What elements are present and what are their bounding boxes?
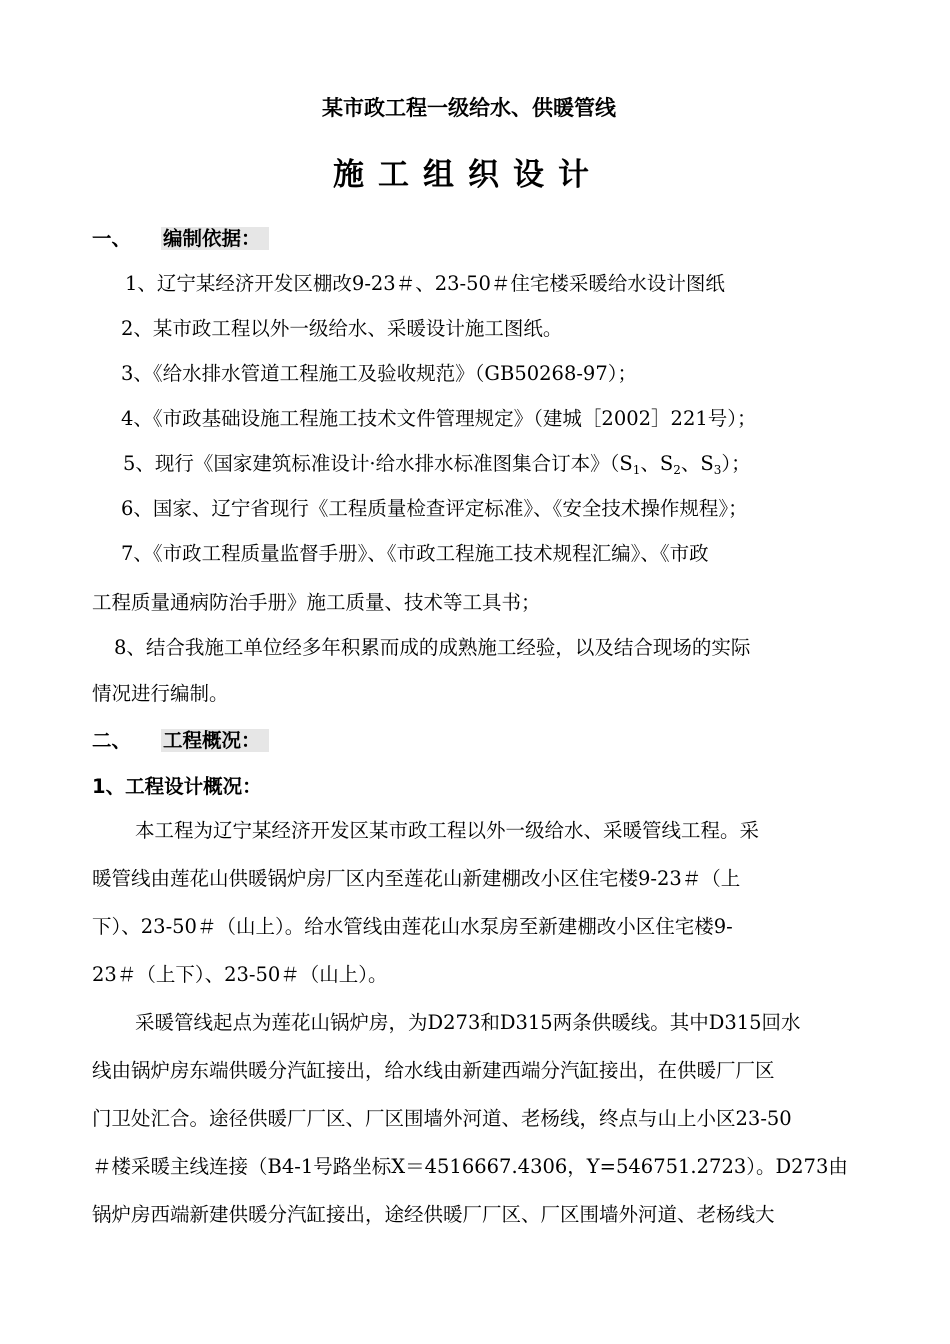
section-title: 工程概况： bbox=[161, 729, 269, 752]
paragraph-2-line-2: 线由锅炉房东端供暖分汽缸接出，给水线由新建西端分汽缸接出，在供暖厂厂区 bbox=[92, 1059, 775, 1082]
basis-item-8-line-1: 8、结合我施工单位经多年积累而成的成熟施工经验，以及结合现场的实际 bbox=[114, 636, 751, 659]
paragraph-1-line-2: 暖管线由莲花山供暖锅炉房厂区内至莲花山新建棚改小区住宅楼9-23＃（上 bbox=[92, 867, 741, 890]
basis-item-3: 3、《给水排水管道工程施工及验收规范》（GB50268-97）； bbox=[121, 362, 637, 385]
basis-item-1: 1、辽宁某经济开发区棚改9-23＃、23-50＃住宅楼采暖给水设计图纸 bbox=[125, 272, 725, 295]
basis-item-4: 4、《市政基础设施工程施工技术文件管理规定》（建城［2002］221号）； bbox=[121, 407, 757, 430]
basis-item-2: 2、某市政工程以外一级给水、采暖设计施工图纸。 bbox=[121, 317, 563, 340]
basis-item-6: 6、国家、辽宁省现行《工程质量检查评定标准》、《安全技术操作规程》； bbox=[121, 497, 748, 520]
section-heading-basis bbox=[92, 226, 269, 252]
paragraph-2-line-1: 采暖管线起点为莲花山锅炉房，为D273和D315两条供暖线。其中D315回水 bbox=[135, 1011, 801, 1034]
basis-item-7-line-1: 7、《市政工程质量监督手册》、《市政工程施工技术规程汇编》、《市政 bbox=[121, 542, 709, 565]
basis-item-5: 5、现行《国家建筑标准设计·给水排水标准图集合订本》（$S_1$、$S_2$、$S_3$）； bbox=[123, 452, 751, 477]
section-number: 一、 bbox=[92, 227, 132, 250]
subsection-heading: 1、工程设计概况： bbox=[92, 775, 262, 798]
section-heading-overview bbox=[92, 728, 269, 754]
document-title: 施工组织设计 bbox=[333, 157, 603, 193]
section-title: 编制依据： bbox=[161, 227, 269, 250]
section-number: 二、 bbox=[92, 729, 132, 752]
paragraph-2-line-4: ＃楼采暖主线连接（B4-1号路坐标X＝4516667.4306，Y=546751.2723）。D273由 bbox=[92, 1155, 848, 1178]
paragraph-1-line-4: 23＃（上下）、23-50＃（山上）。 bbox=[92, 963, 388, 986]
basis-item-8-line-2: 情况进行编制。 bbox=[92, 682, 229, 705]
basis-item-7-line-2: 工程质量通病防治手册》施工质量、技术等工具书； bbox=[92, 591, 541, 614]
paragraph-2-line-5: 锅炉房西端新建供暖分汽缸接出，途经供暖厂厂区、厂区围墙外河道、老杨线大 bbox=[92, 1203, 775, 1226]
paragraph-1-line-3: 下）、23-50＃（山上）。给水管线由莲花山水泵房至新建棚改小区住宅楼9- bbox=[92, 915, 733, 938]
document-subtitle: 某市政工程一级给水、供暖管线 bbox=[322, 96, 616, 120]
paragraph-1-line-1: 本工程为辽宁某经济开发区某市政工程以外一级给水、采暖管线工程。采 bbox=[135, 819, 760, 842]
paragraph-2-line-3: 门卫处汇合。途径供暖厂厂区、厂区围墙外河道、老杨线，终点与山上小区23-50 bbox=[92, 1107, 792, 1130]
